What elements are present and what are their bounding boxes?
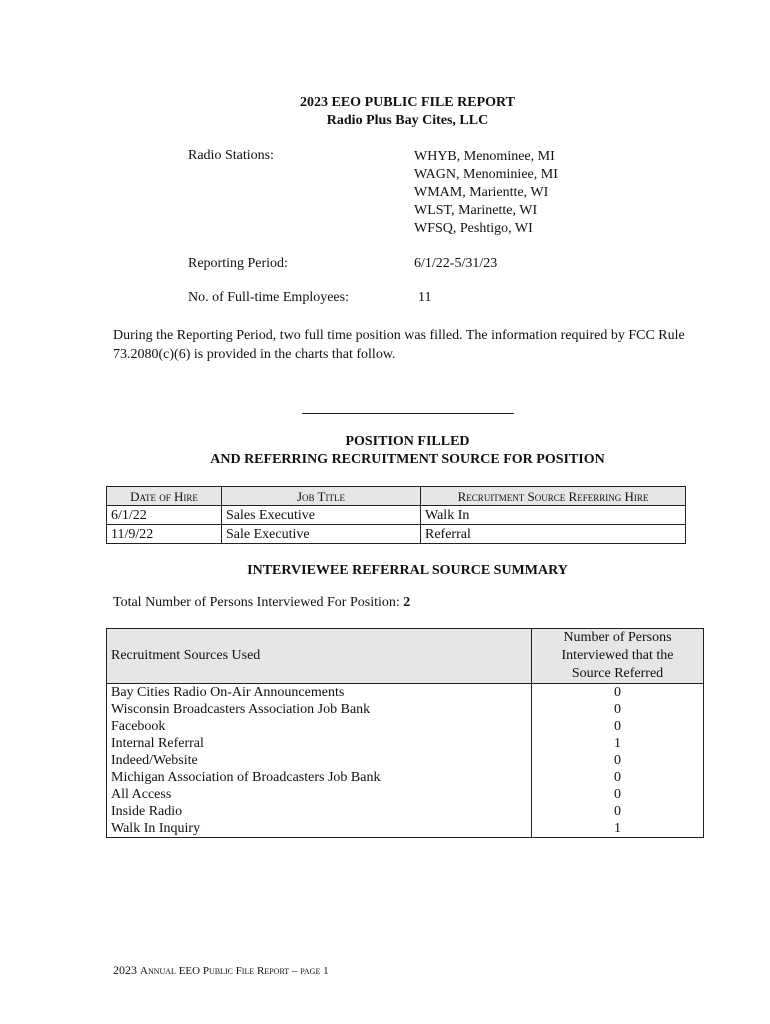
station-item: WLST, Marinette, WI <box>414 203 538 218</box>
source-name: Internal Referral <box>107 735 532 752</box>
col-number-line: Number of Persons <box>563 630 672 645</box>
position-table <box>106 486 686 544</box>
source-name: Bay Cities Radio On-Air Announcements <box>107 684 532 702</box>
recruitment-source: Walk In <box>421 506 686 525</box>
employees-label: No. of Full-time Employees: <box>188 290 349 305</box>
employees-value: 11 <box>418 290 432 305</box>
company-name: Radio Plus Bay Cites, LLC <box>326 113 489 128</box>
table-row <box>107 506 686 525</box>
table-row <box>107 786 704 803</box>
source-count: 0 <box>532 769 704 786</box>
table-row <box>107 752 704 769</box>
position-heading-line1: POSITION FILLED <box>345 434 470 449</box>
intro-paragraph: During the Reporting Period, two full time position was filled. The information required by FCC Rule 73.2080(c)(6) is provided in the charts that follow. <box>113 328 685 362</box>
position-heading-line2: AND REFERRING RECRUITMENT SOURCE FOR POSITION <box>210 452 605 467</box>
source-count: 0 <box>532 684 704 702</box>
station-item: WHYB, Menominee, MI <box>414 149 555 164</box>
table-row <box>107 701 704 718</box>
period-label: Reporting Period: <box>188 256 288 271</box>
total-interviewed-label: Total Number of Persons Interviewed For Position: <box>113 595 404 610</box>
table-row <box>107 769 704 786</box>
period-value: 6/1/22-5/31/23 <box>414 256 498 271</box>
col-recruitment-source: Recruitment Source Referring Hire <box>421 487 686 506</box>
job-title: Sale Executive <box>222 525 421 544</box>
page-footer <box>113 963 329 978</box>
referral-source-table <box>106 628 704 838</box>
col-number-line: Interviewed that the <box>561 648 674 663</box>
stations-label: Radio Stations: <box>188 148 274 163</box>
source-name: Walk In Inquiry <box>107 820 532 838</box>
summary-heading: INTERVIEWEE REFERRAL SOURCE SUMMARY <box>247 563 568 578</box>
source-name: All Access <box>107 786 532 803</box>
hire-date: 11/9/22 <box>107 525 222 544</box>
source-name: Wisconsin Broadcasters Association Job Bank <box>107 701 532 718</box>
footer-prefix: 2023 <box>113 963 140 977</box>
table-row <box>107 718 704 735</box>
table-row <box>107 820 704 838</box>
table-row <box>107 684 704 702</box>
station-item: WFSQ, Peshtigo, WI <box>414 221 533 236</box>
table-header-row <box>107 629 704 684</box>
footer-text: Annual EEO Public File Report – page 1 <box>140 965 329 977</box>
source-count: 0 <box>532 718 704 735</box>
source-name: Michigan Association of Broadcasters Job Bank <box>107 769 532 786</box>
col-number-interviewed <box>532 629 704 684</box>
table-header-row <box>107 487 686 506</box>
table-row <box>107 525 686 544</box>
source-count: 1 <box>532 820 704 838</box>
total-interviewed-value: 2 <box>403 595 411 610</box>
col-recruitment-sources: Recruitment Sources Used <box>107 629 532 684</box>
source-name: Indeed/Website <box>107 752 532 769</box>
source-count: 0 <box>532 803 704 820</box>
source-name: Facebook <box>107 718 532 735</box>
station-item: WAGN, Menominiee, MI <box>414 167 558 182</box>
total-interviewed <box>113 595 410 611</box>
source-count: 0 <box>532 701 704 718</box>
divider <box>302 413 514 414</box>
stations-list <box>414 148 558 238</box>
source-name: Inside Radio <box>107 803 532 820</box>
table-row <box>107 803 704 820</box>
source-count: 0 <box>532 752 704 769</box>
col-date-of-hire: Date of Hire <box>107 487 222 506</box>
report-header <box>0 94 770 130</box>
position-heading <box>0 433 770 469</box>
source-count: 1 <box>532 735 704 752</box>
source-count: 0 <box>532 786 704 803</box>
table-row <box>107 735 704 752</box>
col-job-title: Job Title <box>222 487 421 506</box>
station-item: WMAM, Marientte, WI <box>414 185 549 200</box>
job-title: Sales Executive <box>222 506 421 525</box>
hire-date: 6/1/22 <box>107 506 222 525</box>
report-title: 2023 EEO PUBLIC FILE REPORT <box>300 95 515 110</box>
recruitment-source: Referral <box>421 525 686 544</box>
col-number-line: Source Referred <box>571 666 664 681</box>
